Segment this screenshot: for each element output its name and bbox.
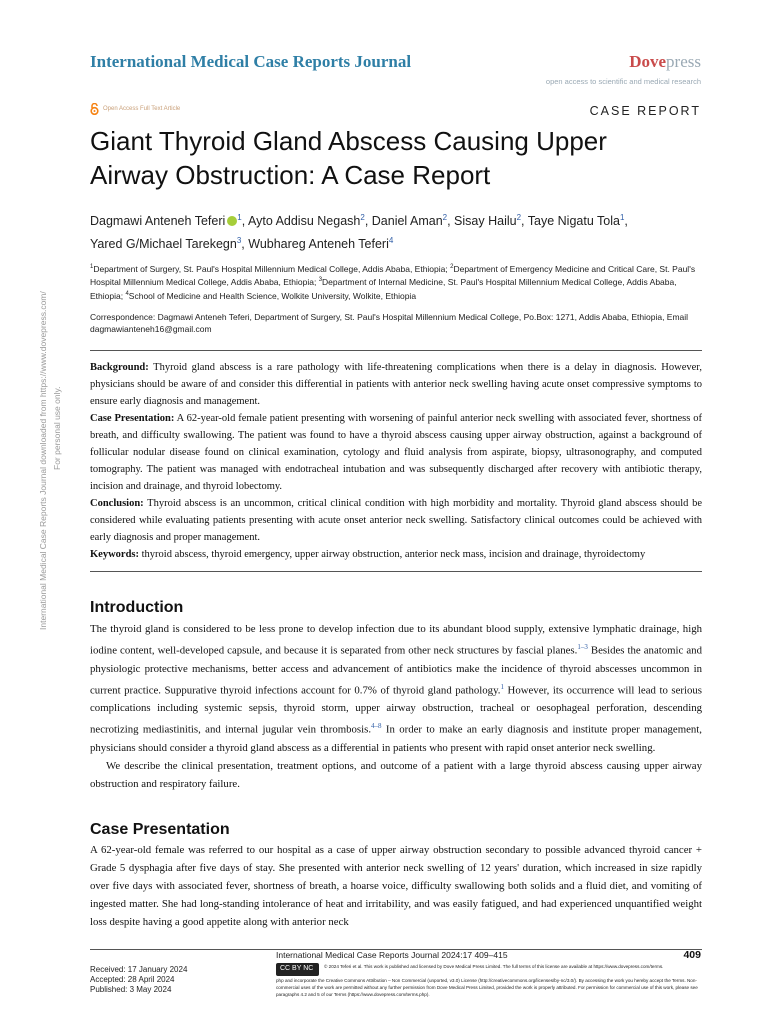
abstract-keywords (90, 546, 702, 563)
abstract-case (90, 410, 702, 495)
author-affiliation-ref[interactable]: 2 (516, 213, 522, 222)
abstract-label: Keywords: (90, 549, 139, 560)
cc-badge-text: CC BY NC (280, 965, 314, 972)
abstract-text: thyroid abscess, thyroid emergency, upper airway obstruction, anterior neck mass, incision and drainage, thyroidectomy (139, 549, 646, 560)
author-affiliation-ref[interactable]: 4 (388, 236, 394, 246)
introduction-body (90, 620, 702, 793)
author-affiliation-ref[interactable]: 3 (236, 236, 242, 246)
abstract-text: Thyroid abscess is an uncommon, critical clinical condition with high morbidity and mortality. Thyroid gland abscess should be considered while evaluating patients presenting with acute onset anterior neck swelling. Satisfactory clinical outcomes could be achieved with early diagnosis and proper management. (90, 498, 702, 543)
citation-link[interactable]: 1 (500, 682, 504, 691)
orcid-icon[interactable] (227, 216, 237, 226)
creative-commons-badge[interactable] (276, 963, 319, 976)
body-text: Besides the anatomic and physiologic protective mechanisms, better access and advancement of antibiotics make the incidence of thyroid abscesses uncommon in current practice. Suppurative thyroid infections account for 0.7% of thyroid gland pathology. (90, 644, 702, 697)
author-affiliation-ref[interactable]: 1 (619, 213, 625, 222)
author-name[interactable]: Ayto Addisu Negash (248, 214, 361, 229)
abstract-background (90, 359, 702, 410)
body-text: In order to make an early diagnosis and institute proper management, physicians should consider a thyroid gland abscess as a differential in patients who present with rapid onset anterior neck swelling. (90, 723, 702, 754)
received-date: Received: 17 January 2024 (90, 965, 188, 974)
abstract-bottom-rule (90, 571, 702, 572)
abstract-top-rule (90, 350, 702, 351)
footer-journal-ref[interactable]: International Medical Case Reports Journal 2024:17 409–415 (276, 950, 508, 960)
author-separator: , (447, 214, 455, 229)
affiliation-number: 4 (125, 290, 129, 297)
author-affiliation-ref[interactable]: 2 (360, 213, 365, 222)
published-date: Published: 3 May 2024 (90, 985, 172, 994)
author-separator: , (364, 214, 372, 229)
introduction-paragraph (90, 620, 702, 757)
case-presentation-paragraph: A 62-year-old female was referred to our hospital as a case of upper airway obstruction secondary to possible advanced thyroid cancer + Grade 5 dysphagia after five days of stay. She presented with anterior neck swelling of 12 years' duration, which increased in size rapidly over five days with associated fever, shortness of breath, a hoarse voice, difficulty swallowing both solids and a fluid diet, and vomiting of ingested matter. She had long-standing intolerance of heat and irritability, and was easily fatigued, and had experienced unquantified weight loss despite having a good appetite along with anterior neck (90, 844, 702, 928)
author-name[interactable]: Dagmawi Anteneh Teferi (90, 214, 226, 229)
publisher-logo[interactable] (629, 52, 701, 72)
author-separator: , (241, 214, 248, 229)
author-name[interactable]: Sisay Hailu (454, 214, 517, 229)
author-separator: , (624, 214, 628, 229)
author-name[interactable]: Yared G/Michael Tarekegn (90, 237, 237, 252)
license-text: © 2024 Teferi et al. This work is published and licensed by Dove Medical Press Limited. The full terms of this license are available at https://www.dovepress.com/terms. (324, 964, 664, 969)
case-presentation-heading: Case Presentation (90, 821, 230, 838)
affiliation-text: Department of Surgery, St. Paul's Hospital Millennium Medical College, Addis Ababa, Ethiopia; (93, 263, 451, 274)
introduction-paragraph: We describe the clinical presentation, treatment options, and outcome of a patient with a large thyroid abscess causing upper airway obstruction and respiratory failure. (90, 759, 702, 790)
correspondence: Correspondence: Dagmawi Anteneh Teferi, Department of Surgery, St. Paul's Hospital Millennium Medical College, Po.Box: 1271, Addis Ababa, Ethiopia, Email dagmawianteneh16@gmail.com (90, 312, 689, 334)
affiliations (90, 262, 702, 302)
author-name[interactable]: Wubhareg Anteneh Teferi (248, 237, 389, 252)
open-access-lock-icon (90, 103, 99, 115)
publisher-logo-dove: Dove (629, 52, 667, 71)
abstract-label: Conclusion: (90, 498, 144, 509)
article-type: CASE REPORT (589, 104, 701, 118)
affiliation-text: Department of Internal Medicine, St. Paul's Hospital Millennium Medical College, Addis Ababa, Ethiopia; (90, 277, 677, 301)
author-affiliation-ref[interactable]: 1 (237, 213, 242, 222)
abstract (90, 359, 702, 563)
author-name[interactable]: Daniel Aman (371, 214, 443, 229)
abstract-text: A 62-year-old female patient presenting with worsening of painful anterior neck swelling with associated fever, shortness of breath, and difficulty swallowing. The patient was found to have a thyroid abscess causing upper airway obstruction, against a background of follicular nodular disease found on clinical examination, cytology and fluid analysis from aspirate, biopsy, ultrasonography, and computed tomography. The patient was managed with endotracheal intubation and was subsequently discharged after recovery with antibiotic therapy, incision and drainage, and thyroid lobectomy. (90, 413, 702, 492)
affiliation-number: 1 (90, 264, 94, 270)
author-name[interactable]: Taye Nigatu Tola (527, 214, 620, 229)
page-number: 409 (683, 949, 701, 961)
introduction-heading: Introduction (90, 599, 184, 616)
body-text: However, its occurrence will lead to serious complications including systemic sepsis, thyroid storm, upper airway obstruction, tracheal or oesophageal perforation, descending necrotizing mediastinitis, and internal jugular vein thrombosis. (90, 684, 702, 736)
affiliation-text: Department of Emergency Medicine and Critical Care, St. Paul's Hospital Millennium Medical College, Addis Ababa, Ethiopia; (90, 263, 696, 288)
abstract-text: Thyroid gland abscess is a rare pathology with life-threatening complications when there is a delay in diagnosis. However, physicians should be aware of and consider this differential in patients with anterior neck swelling having acute onset compressive symptoms to ensure early diagnosis and management. (90, 362, 702, 407)
author-affiliation-ref[interactable]: 2 (442, 213, 448, 222)
open-access-label (90, 103, 180, 115)
author-list (90, 208, 710, 254)
affiliation-number: 3 (318, 277, 323, 284)
download-notice-line1: International Medical Case Reports Journal downloaded from https://www.dovepress.com/ (38, 291, 48, 630)
accepted-date: Accepted: 28 April 2024 (90, 975, 175, 984)
open-access-text: Open Access Full Text Article (103, 106, 181, 112)
affiliation-text: School of Medicine and Health Science, Wolkite University, Wolkite, Ethiopia (128, 290, 417, 301)
citation-link[interactable]: 1–3 (577, 643, 588, 651)
publisher-logo-press: press (666, 52, 701, 71)
download-notice-sidebar (32, 240, 92, 630)
author-separator: , (521, 214, 528, 229)
article-title: Giant Thyroid Gland Abscess Causing Upper Airway Obstruction: A Case Report (90, 126, 607, 190)
body-text: The thyroid gland is considered to be less prone to develop infection due to its abundant blood supply, extensive lymphatic drainage, high iodine content, well-developed capsule, and because it is separated from other neck structures by fascial planes. (90, 623, 702, 657)
case-presentation-body (90, 841, 702, 931)
license-text-continued: php and incorporate the Creative Commons Attribution – Non Commercial (unported, v3.0) License (http://creativecommons.org/licenses/by-nc/3.0/). By accessing the work you hereby accept the Terms. Non-commercial uses of the work are permitted without any further permission from Dove Medical Press Limited, provided the work is properly attributed. For permission for commercial use of this work, please see paragraphs 4.2 and 5 of our Terms (https://www.dovepress.com/terms.php). (276, 978, 698, 997)
affiliation-number: 2 (450, 264, 454, 270)
publisher-tagline: open access to scientific and medical research (545, 77, 701, 86)
publication-dates (90, 965, 187, 995)
journal-title[interactable]: International Medical Case Reports Journal (90, 52, 412, 71)
citation-link[interactable]: 4–8 (371, 722, 382, 731)
abstract-label: Background: (90, 362, 149, 373)
download-notice-line2: For personal use only. (52, 386, 62, 470)
abstract-conclusion (90, 495, 702, 546)
author-separator: , (241, 237, 249, 252)
abstract-label: Case Presentation: (90, 413, 175, 424)
